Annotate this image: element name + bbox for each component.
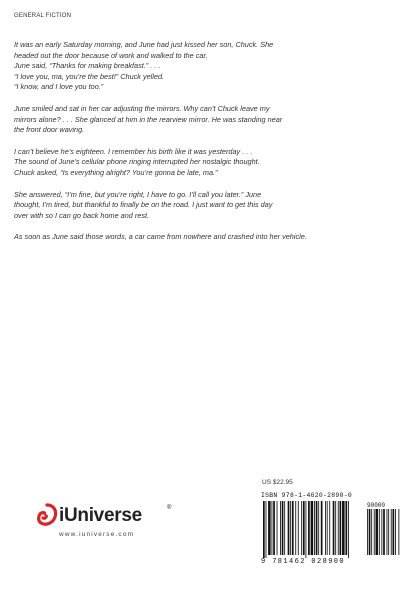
- barcode-bar: [288, 501, 290, 555]
- barcode-bar: [298, 501, 299, 555]
- barcode-bar: [335, 501, 336, 555]
- story-line: Chuck asked, “Is everything alright? You’re gonna be late, ma.”: [14, 167, 218, 177]
- story-line: “I know, and I love you too.”: [14, 82, 104, 92]
- publisher-logo: [36, 502, 196, 542]
- publisher-swirl-icon: [36, 502, 58, 528]
- addon-bar: [379, 509, 380, 555]
- story-paragraph-5: [14, 232, 400, 243]
- story-paragraph-1: [14, 40, 400, 93]
- genre-label: GENERAL FICTION: [14, 13, 72, 19]
- barcode-bar: [295, 501, 296, 555]
- story-line: “I love you, ma, you’re the best!” Chuck yelled.: [14, 71, 165, 81]
- barcode-bar: [306, 501, 307, 558]
- barcode-bar: [308, 501, 310, 555]
- barcode-bar: [342, 501, 345, 555]
- addon-bar: [371, 509, 372, 555]
- barcode-bars: [261, 501, 401, 558]
- story-line: the front door waving.: [14, 125, 85, 135]
- barcode-bar: [327, 501, 328, 555]
- barcode-bar: [333, 501, 335, 555]
- barcode-bar: [263, 501, 265, 558]
- story-line: June said, “Thanks for making breakfast.” . . .: [14, 61, 161, 71]
- addon-bar: [383, 509, 385, 555]
- publisher-url: www.iuniverse.com: [59, 531, 135, 538]
- barcode-bar: [316, 501, 318, 555]
- barcode-bar: [277, 501, 278, 555]
- barcode-bar: [280, 501, 281, 555]
- barcode-bar: [314, 501, 315, 555]
- barcode-bar: [272, 501, 273, 555]
- story-line: I can’t believe he’s eighteen. I remember his birth like it was yesterday . . .: [14, 146, 253, 156]
- barcode-bar: [345, 501, 347, 555]
- barcode-bar: [318, 501, 319, 555]
- addon-bar: [391, 509, 392, 555]
- barcode-bar: [266, 501, 267, 558]
- barcode-bar: [292, 501, 294, 555]
- barcode-bar: [268, 501, 271, 555]
- addon-bar: [398, 509, 399, 555]
- isbn-barcode: [261, 492, 401, 576]
- barcode-bar: [329, 501, 330, 555]
- addon-bar: [395, 509, 396, 555]
- addon-bar: [387, 509, 388, 555]
- price-label: US $22.95: [262, 479, 293, 486]
- story-excerpt: [14, 40, 400, 254]
- barcode-bar: [338, 501, 339, 555]
- barcode-bar: [273, 501, 275, 555]
- barcode-bar: [325, 501, 326, 555]
- barcode-bar: [340, 501, 342, 555]
- addon-bar: [367, 509, 368, 555]
- story-line: thought, I’m tired, but thankful to finally be on the road. I just want to get this day: [14, 200, 273, 210]
- barcode-bar: [282, 501, 284, 555]
- barcode-bar: [301, 501, 302, 555]
- barcode-bar: [348, 501, 349, 558]
- addon-bar: [388, 509, 389, 555]
- story-line: mirrors alone? . . . She glanced at him in the rearview mirror. He was standing near: [14, 114, 283, 124]
- addon-bar: [376, 509, 379, 555]
- story-line: over with so I can go back home and rest.: [14, 210, 150, 220]
- story-line: It was an early Saturday morning, and June had just kissed her son, Chuck. She: [14, 40, 274, 49]
- barcode-bar: [290, 501, 291, 555]
- barcode-bar: [303, 501, 305, 555]
- addon-bar: [381, 509, 382, 555]
- barcode-bar: [321, 501, 323, 555]
- story-paragraph-4: [14, 190, 400, 222]
- story-paragraph-3: [14, 147, 400, 179]
- registered-mark: ®: [167, 505, 172, 511]
- isbn-label: ISBN 978-1-4620-2890-0: [261, 492, 352, 499]
- story-line: She answered, “I’m fine, but you’re right, I have to go. I’ll call you later.” June: [14, 189, 262, 199]
- story-line: The sound of June’s cellular phone ringing interrupted her nostalgic thought.: [14, 157, 260, 167]
- story-line: headed out the door because of work and walked to the car.: [14, 50, 208, 60]
- story-paragraph-2: [14, 104, 400, 136]
- barcode-bar: [311, 501, 314, 555]
- addon-bar: [393, 509, 395, 555]
- addon-bar: [374, 509, 375, 555]
- publisher-name: iUniverse: [59, 505, 142, 526]
- story-line: As soon as June said those words, a car came from nowhere and crashed into her vehicle.: [14, 232, 307, 242]
- barcode-bar: [284, 501, 285, 555]
- story-line: June smiled and sat in her car adjusting the mirrors. Why can’t Chuck leave my: [14, 103, 270, 113]
- barcode-digits: 9 781462 028900: [261, 558, 346, 566]
- addon-bar: [369, 509, 371, 555]
- addon-digits: 90000: [367, 502, 386, 509]
